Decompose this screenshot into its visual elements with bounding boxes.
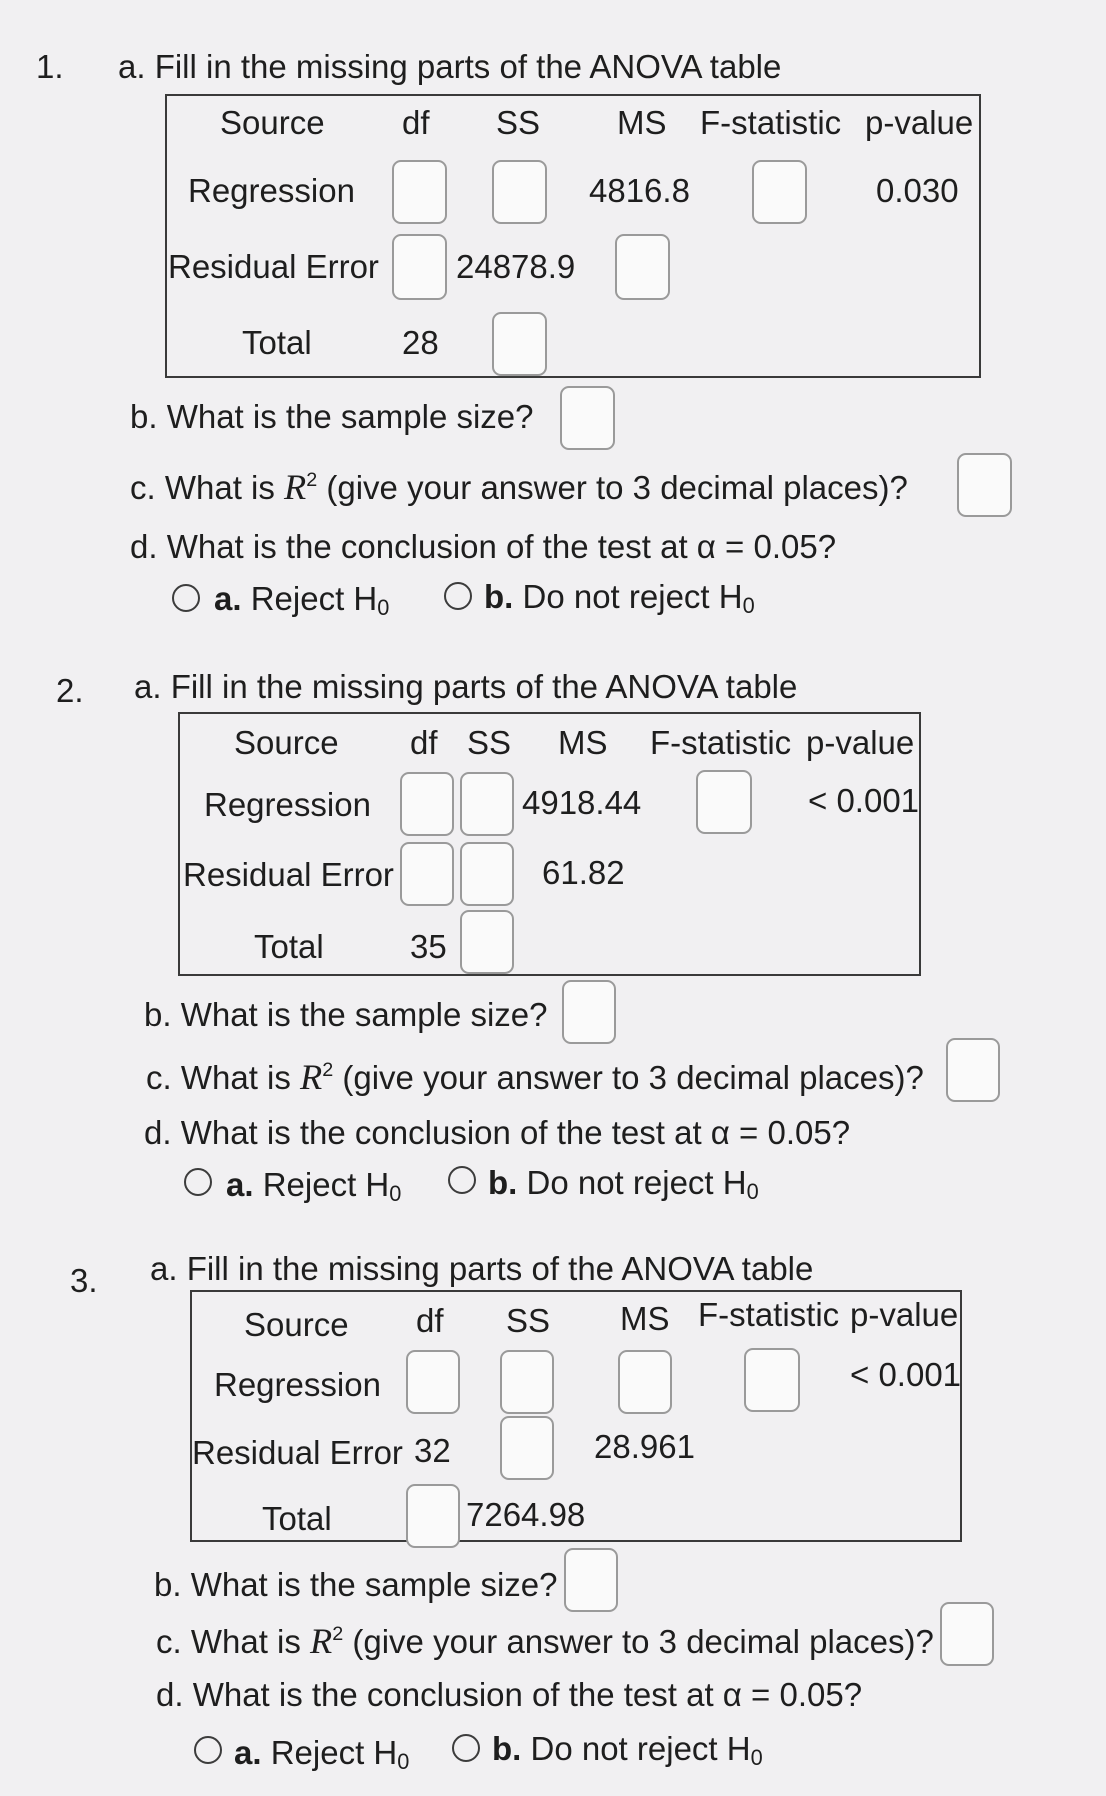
reject-h0-radio[interactable] (194, 1736, 222, 1764)
row-label-regression: Regression (204, 786, 371, 823)
header-p-value: p-value (850, 1296, 959, 1333)
do-not-reject-h0-radio[interactable] (452, 1734, 480, 1762)
do-not-reject-h0-label: b. Do not reject H0 (488, 1164, 759, 1204)
sample-size-prompt: b. What is the sample size? (144, 996, 548, 1033)
table-prompt: a. Fill in the missing parts of the ANOVA table (150, 1250, 814, 1287)
header-source: Source (234, 724, 339, 761)
header-ms: MS (620, 1300, 670, 1337)
regression-ms-value: 4918.44 (522, 784, 642, 821)
sample-size-prompt: b. What is the sample size? (154, 1566, 558, 1603)
problem-number: 2. (56, 672, 84, 709)
total-df-input[interactable] (406, 1484, 460, 1548)
conclusion-prompt: d. What is the conclusion of the test at α = 0.05? (156, 1676, 863, 1713)
regression-ms-value: 4816.8 (589, 172, 690, 209)
reject-h0-label: a. Reject H0 (214, 580, 390, 620)
residual-ss-value: 24878.9 (456, 248, 576, 285)
table-prompt: a. Fill in the missing parts of the ANOVA table (134, 668, 798, 705)
header-f-statistic: F-statistic (650, 724, 792, 761)
total-df-value: 28 (402, 324, 439, 361)
regression-p-value: < 0.001 (850, 1356, 962, 1393)
total-ss-value: 7264.98 (466, 1496, 586, 1533)
conclusion-prompt: d. What is the conclusion of the test at α = 0.05? (144, 1114, 851, 1151)
sample-size-input[interactable] (564, 1548, 618, 1612)
total-ss-input[interactable] (460, 910, 514, 974)
r-squared-prompt: c. What is $R^2$ (give your answer to 3 decimal places)? (156, 1621, 934, 1661)
regression-ss-input[interactable] (460, 772, 514, 836)
reject-h0-label: a. Reject H0 (226, 1166, 402, 1206)
residual-ms-value: 28.961 (594, 1428, 695, 1465)
reject-h0-radio[interactable] (172, 584, 200, 612)
header-source: Source (244, 1306, 349, 1343)
regression-f-input[interactable] (696, 770, 752, 834)
header-ss: SS (467, 724, 512, 761)
regression-f-input[interactable] (744, 1348, 800, 1412)
header-df: df (416, 1302, 444, 1339)
conclusion-prompt: d. What is the conclusion of the test at α = 0.05? (130, 528, 837, 565)
regression-ss-input[interactable] (500, 1350, 554, 1414)
r-squared-prompt: c. What is $R^2$ (give your answer to 3 decimal places)? (130, 467, 908, 507)
residual-ss-input[interactable] (500, 1416, 554, 1480)
residual-df-input[interactable] (400, 842, 454, 906)
do-not-reject-h0-label: b. Do not reject H0 (492, 1730, 763, 1770)
regression-df-input[interactable] (406, 1350, 460, 1414)
sample-size-input[interactable] (560, 386, 615, 450)
do-not-reject-h0-label: b. Do not reject H0 (484, 578, 755, 618)
table-prompt: a. Fill in the missing parts of the ANOVA table (118, 48, 782, 85)
do-not-reject-h0-radio[interactable] (444, 582, 472, 610)
regression-p-value: < 0.001 (808, 782, 920, 819)
header-ss: SS (496, 104, 541, 141)
regression-f-input[interactable] (752, 160, 807, 224)
header-f-statistic: F-statistic (700, 104, 842, 141)
header-source: Source (220, 104, 325, 141)
header-p-value: p-value (806, 724, 915, 761)
regression-p-value: 0.030 (876, 172, 959, 209)
header-df: df (410, 724, 438, 761)
header-ss: SS (506, 1302, 551, 1339)
row-label-residual: Residual Error (168, 248, 379, 285)
header-ms: MS (617, 104, 667, 141)
do-not-reject-h0-radio[interactable] (448, 1166, 476, 1194)
residual-ms-value: 61.82 (542, 854, 625, 891)
total-ss-input[interactable] (492, 312, 547, 376)
reject-h0-label: a. Reject H0 (234, 1734, 410, 1774)
header-ms: MS (558, 724, 608, 761)
residual-ss-input[interactable] (460, 842, 514, 906)
regression-ms-input[interactable] (618, 1350, 672, 1414)
problem-number: 3. (70, 1262, 98, 1299)
residual-df-input[interactable] (392, 234, 447, 300)
row-label-regression: Regression (214, 1366, 381, 1403)
row-label-total: Total (242, 324, 312, 361)
header-f-statistic: F-statistic (698, 1296, 840, 1333)
row-label-total: Total (262, 1500, 332, 1537)
sample-size-input[interactable] (562, 980, 616, 1044)
row-label-residual: Residual Error (183, 856, 394, 893)
r-squared-input[interactable] (940, 1602, 994, 1666)
r-squared-input[interactable] (957, 453, 1012, 517)
row-label-residual: Residual Error (192, 1434, 403, 1471)
header-df: df (402, 104, 430, 141)
problem-number: 1. (36, 48, 64, 85)
reject-h0-radio[interactable] (184, 1168, 212, 1196)
r-squared-input[interactable] (946, 1038, 1000, 1102)
residual-df-value: 32 (414, 1432, 451, 1469)
total-df-value: 35 (410, 928, 447, 965)
regression-df-input[interactable] (392, 160, 447, 224)
r-squared-prompt: c. What is $R^2$ (give your answer to 3 decimal places)? (146, 1057, 924, 1097)
residual-ms-input[interactable] (615, 234, 670, 300)
row-label-total: Total (254, 928, 324, 965)
sample-size-prompt: b. What is the sample size? (130, 398, 534, 435)
header-p-value: p-value (865, 104, 974, 141)
regression-ss-input[interactable] (492, 160, 547, 224)
regression-df-input[interactable] (400, 772, 454, 836)
row-label-regression: Regression (188, 172, 355, 209)
